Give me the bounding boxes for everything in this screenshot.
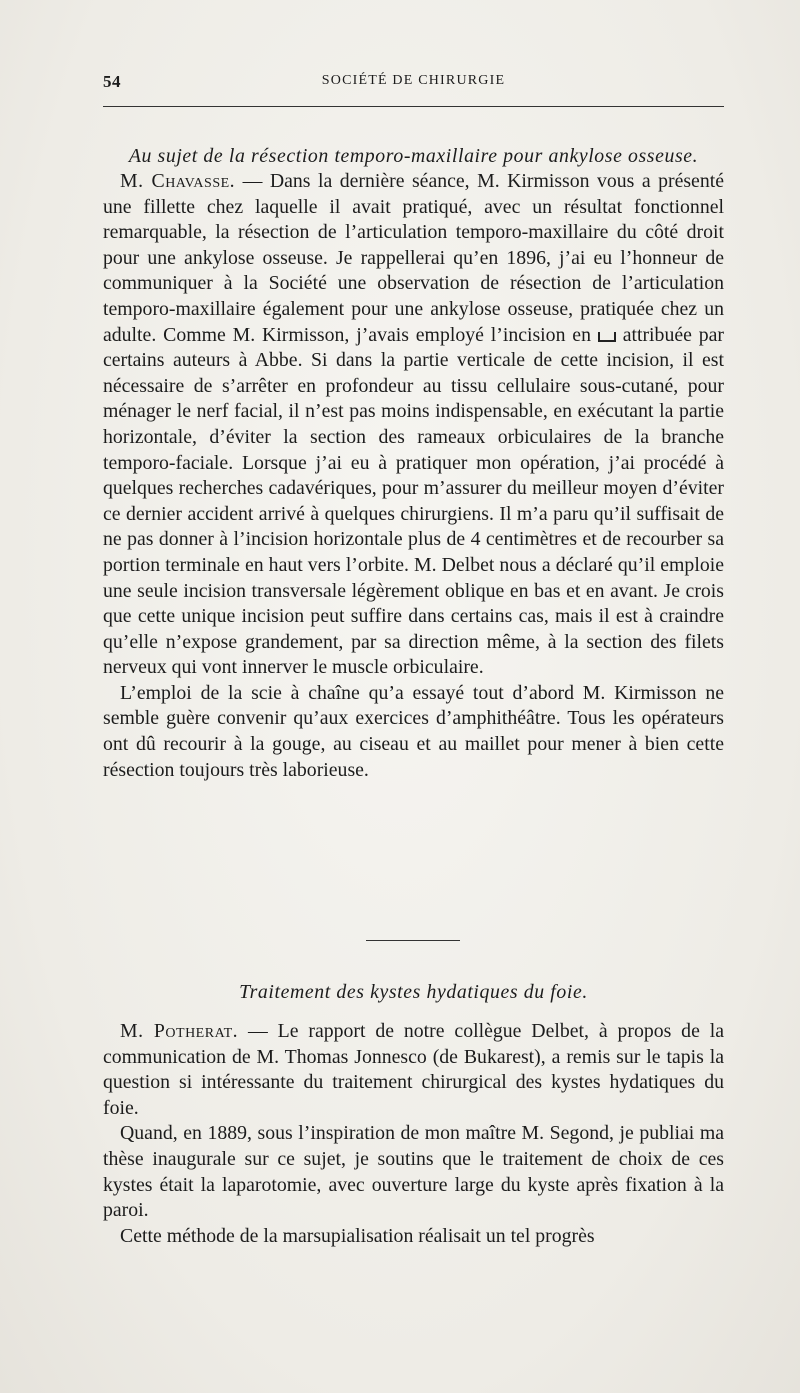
section-title-kystes: Traitement des kystes hydatiques du foie. xyxy=(239,981,588,1003)
paragraph xyxy=(103,169,724,681)
speaker-name: M. Chavasse. xyxy=(120,170,236,192)
section-body-kystes xyxy=(103,1019,724,1249)
paragraph xyxy=(103,1019,724,1121)
paragraph-text: — Dans la dernière séance, M. Kirmisson vous a présenté une fillette chez laquelle il avait pratiqué, avec un résultat fonctionnel remarquable, la résection de l’articulation temporo-maxillaire du côté droit pour une ankylose osseuse. Je rappellerai qu’en 1896, j’ai eu l’honneur de communiquer à la Société une observation de résection de l’articulation temporo-maxillaire également pour une ankylose osseuse, pratiquée chez un adulte. Comme M. Kirmisson, j’avais employé l’incision en xyxy=(103,170,725,346)
section-divider xyxy=(366,940,460,941)
paragraph-text: — Le rapport de notre collègue Delbet, à propos de la communication de M. Thomas Jonnesco (de Bukarest), a remis sur le tapis la question si intéressante du traitement chirurgical des kystes hydatiques du foie. xyxy=(103,1020,724,1119)
speaker-name: M. Potherat. xyxy=(120,1020,239,1042)
paragraph: Cette méthode de la marsupialisation réalisait un tel progrès xyxy=(120,1224,595,1247)
running-head: SOCIÉTÉ DE CHIRURGIE xyxy=(321,73,506,88)
header-rule xyxy=(103,106,724,107)
section-title-resection: Au sujet de la résection temporo-maxillaire pour ankylose osseuse. xyxy=(128,145,699,167)
paragraph: L’emploi de la scie à chaîne qu’a essayé tout d’abord M. Kirmisson ne semble guère convenir qu’aux exercices d’amphithéâtre. Tous les opérateurs ont dû recourir à la gouge, au ciseau et au maillet pour mener à bien cette résection toujours très laborieuse. xyxy=(103,681,724,781)
page-number: 54 xyxy=(103,72,121,91)
section-body-resection xyxy=(103,169,724,783)
paragraph: Quand, en 1889, sous l’inspiration de mon maître M. Segond, je publiai ma thèse inaugurale sur ce sujet, je soutins que le traitement de choix de ces kystes était la laparotomie, avec ouverture large du kyste après fixation à la paroi. xyxy=(103,1122,724,1222)
paragraph-text-continued: attribuée par certains auteurs à Abbe. Si dans la partie verticale de cette incision, il est nécessaire de s’arrêter en profondeur au tissu cellulaire sous-cutané, pour ménager le nerf facial, il n’est pas moins indispensable, en exécutant la partie horizontale, d’éviter la section des rameaux orbiculaires de la branche temporo-faciale. Lorsque j’ai eu à pratiquer mon opération, j’ai procédé à quelques recherches cadavériques, pour m’assurer du meilleur moyen d’éviter ce dernier accident arrivé à quelques chirurgiens. Il m’a paru qu’il suffisait de ne pas donner à l’incision horizontale plus de 4 centimètres et de recourber sa portion terminale en haut vers l’orbite. M. Delbet nous a déclaré qu’il emploie une seule incision transversale légèrement oblique en bas et en avant. Je crois que cette unique incision peut suffire dans certains cas, mais il est à craindre qu’elle n’expose grandement, par sa direction même, à la section des filets nerveux qui vont innerver le muscle orbiculaire. xyxy=(103,323,725,679)
page-header xyxy=(103,72,724,96)
incision-shape-icon xyxy=(598,330,616,342)
